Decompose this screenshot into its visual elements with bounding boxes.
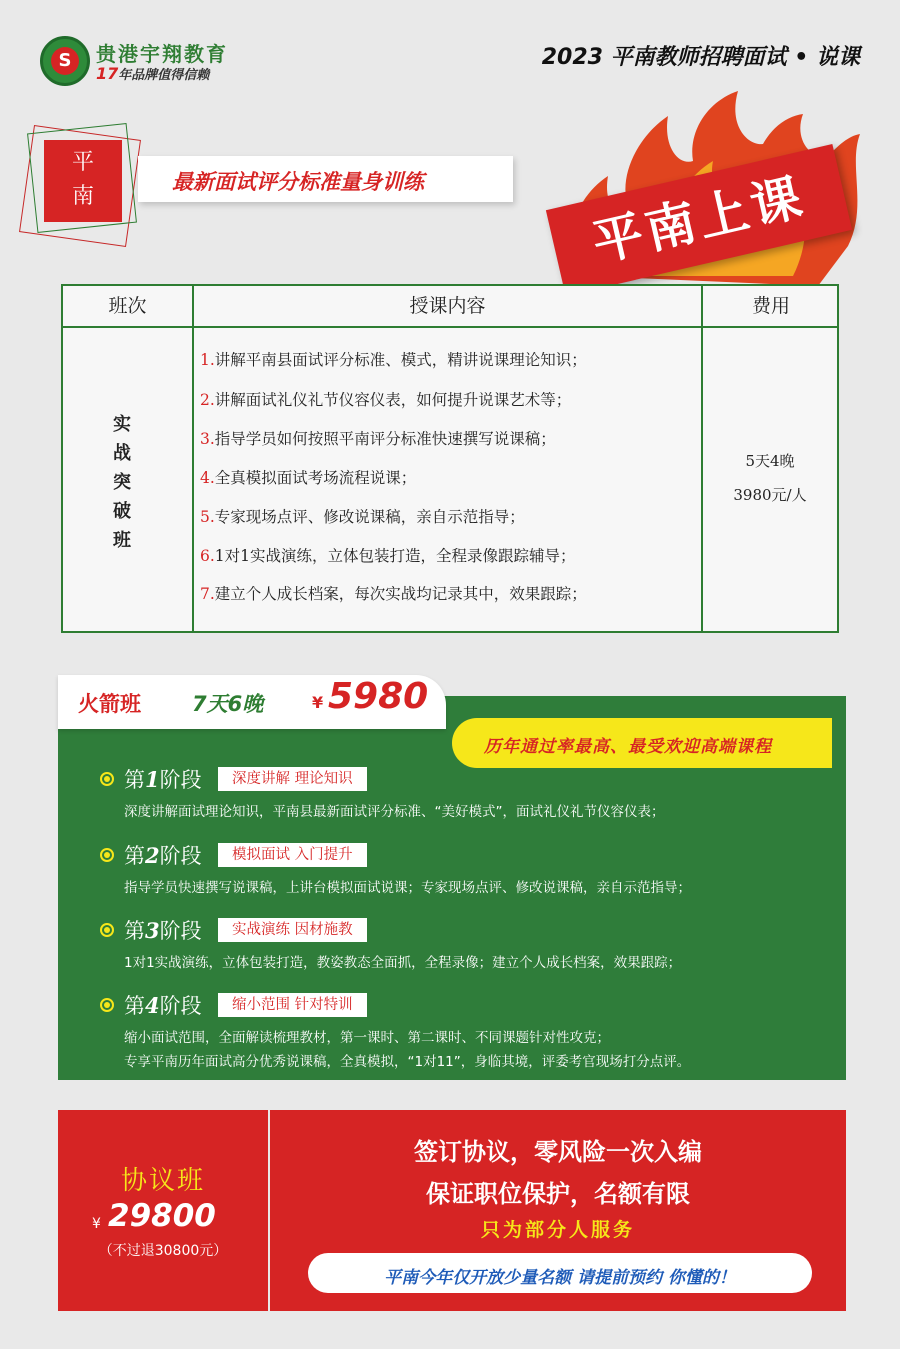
content-item-text: 全真模拟面试考场流程说课； <box>214 469 417 487</box>
stage-prefix: 第 <box>124 919 145 943</box>
target-bullet-icon <box>100 772 114 786</box>
content-item-text: 建立个人成长档案，每次实战均记录其中，效果跟踪； <box>214 585 587 603</box>
content-item-number: 2. <box>200 391 215 409</box>
agreement-benefit-3: 只为部分人服务 <box>480 1219 635 1241</box>
stage-suffix: 阶段 <box>159 919 202 943</box>
stage-label <box>124 840 202 870</box>
region-badge-char-2: 南 <box>71 184 94 209</box>
stage-number: 3 <box>145 918 160 943</box>
content-item <box>200 348 587 370</box>
stage-tag: 深度讲解 理论知识 <box>218 767 367 791</box>
rocket-class-currency: ¥ <box>312 693 324 712</box>
agreement-benefit-1: 签订协议，零风险一次入编 <box>414 1138 702 1166</box>
stage-tag: 实战演练 因材施教 <box>218 918 367 942</box>
class-name-char: 破 <box>113 501 131 522</box>
brand-slogan-number: 17 <box>96 64 119 83</box>
region-badge <box>44 140 122 222</box>
table-divider <box>63 326 837 328</box>
agreement-refund-note: （不过退30800元） <box>98 1243 228 1259</box>
stage-description-line: 指导学员快速撰写说课稿，上讲台模拟面试说课；专家现场点评、修改说课稿，亲自示范指导； <box>124 880 691 896</box>
content-item-number: 4. <box>200 469 215 487</box>
content-item <box>200 505 525 527</box>
stage-description <box>124 876 691 900</box>
table-header-fee: 费用 <box>751 295 790 317</box>
stamp-label: 平南上课 <box>546 144 852 296</box>
notice-text: 平南今年仅开放少量名额 请提前预约 你懂的！ <box>384 1268 736 1288</box>
stage-description-line: 深度讲解面试理论知识，平南县最新面试评分标准、“美好模式”，面试礼仪礼节仪容仪表； <box>124 804 665 820</box>
agreement-currency: ¥ <box>92 1216 101 1232</box>
rocket-class-name: 火箭班 <box>78 692 141 716</box>
fee-duration: 5天4晚 <box>745 452 795 470</box>
page-title: 2023 平南教师招聘面试 • 说课 <box>541 45 860 70</box>
logo-letter: S <box>51 47 79 75</box>
content-item-text: 1对1实战演练，立体包装打造，全程录像跟踪辅导； <box>214 547 576 565</box>
agreement-class-name: 协议班 <box>120 1166 205 1196</box>
target-bullet-icon <box>100 848 114 862</box>
stage-label <box>124 990 202 1020</box>
brand-slogan <box>96 64 209 83</box>
stage-suffix: 阶段 <box>159 844 202 868</box>
content-item-number: 3. <box>200 430 215 448</box>
agreement-benefit-2: 保证职位保护，名额有限 <box>426 1180 690 1208</box>
content-item <box>200 388 571 410</box>
stage-suffix: 阶段 <box>159 994 202 1018</box>
rocket-class-price: 5980 <box>328 676 429 717</box>
content-item-number: 1. <box>200 351 215 369</box>
class-name-char: 战 <box>113 443 131 464</box>
stage-description <box>124 951 681 975</box>
table-divider <box>192 286 194 631</box>
stage-number: 4 <box>145 993 160 1018</box>
stage-tag: 缩小范围 针对特训 <box>218 993 367 1017</box>
subtitle: 最新面试评分标准量身训练 <box>172 170 424 194</box>
stage-prefix: 第 <box>124 768 145 792</box>
content-item-text: 指导学员如何按照平南评分标准快速撰写说课稿； <box>214 430 556 448</box>
content-item-text: 讲解面试礼仪礼节仪容仪表，如何提升说课艺术等； <box>214 391 572 409</box>
table-header-content: 授课内容 <box>409 295 486 317</box>
stage-suffix: 阶段 <box>159 768 202 792</box>
stage-number: 1 <box>145 767 160 792</box>
stage-description-line: 专享平南历年面试高分优秀说课稿，全真模拟，“1对11”，身临其境，评委考官现场打分点评。 <box>124 1054 691 1070</box>
brand-logo <box>40 36 90 86</box>
stage-description <box>124 1026 690 1074</box>
highlight-text: 历年通过率最高、最受欢迎高端课程 <box>484 737 772 757</box>
class-name <box>102 410 142 555</box>
stage-label <box>124 764 202 794</box>
region-badge-char-1: 平 <box>71 150 94 175</box>
class-name-char: 实 <box>113 414 131 435</box>
brand-name: 贵港宇翔教育 <box>96 42 228 66</box>
agreement-price: 29800 <box>108 1198 216 1234</box>
content-item-number: 7. <box>200 585 215 603</box>
content-item-text: 讲解平南县面试评分标准、模式，精讲说课理论知识； <box>214 351 587 369</box>
content-item <box>200 427 556 449</box>
content-item-number: 6. <box>200 547 215 565</box>
brand-slogan-text: 年品牌值得信赖 <box>118 68 210 83</box>
content-item-text: 专家现场点评、修改说课稿，亲自示范指导； <box>214 508 525 526</box>
class-name-char: 班 <box>113 530 131 551</box>
fee-price: 3980元/人 <box>733 486 807 504</box>
content-item <box>200 466 416 488</box>
stage-prefix: 第 <box>124 994 145 1018</box>
table-header-class: 班次 <box>108 295 147 317</box>
stage-description-line: 1对1实战演练，立体包装打造，教姿教态全面抓，全程录像；建立个人成长档案，效果跟踪； <box>124 955 682 971</box>
rocket-class-duration: 7天6晚 <box>192 692 264 716</box>
class-name-char: 突 <box>113 472 131 493</box>
stage-tag: 模拟面试 入门提升 <box>218 843 367 867</box>
target-bullet-icon <box>100 923 114 937</box>
content-item <box>200 544 576 566</box>
content-item <box>200 582 587 604</box>
target-bullet-icon <box>100 998 114 1012</box>
stage-prefix: 第 <box>124 844 145 868</box>
stage-description <box>124 800 665 824</box>
content-item-number: 5. <box>200 508 215 526</box>
stage-label <box>124 915 202 945</box>
stage-description-line: 缩小面试范围，全面解读梳理教材，第一课时、第二课时、不同课题针对性攻克； <box>124 1030 610 1046</box>
stage-number: 2 <box>145 843 160 868</box>
